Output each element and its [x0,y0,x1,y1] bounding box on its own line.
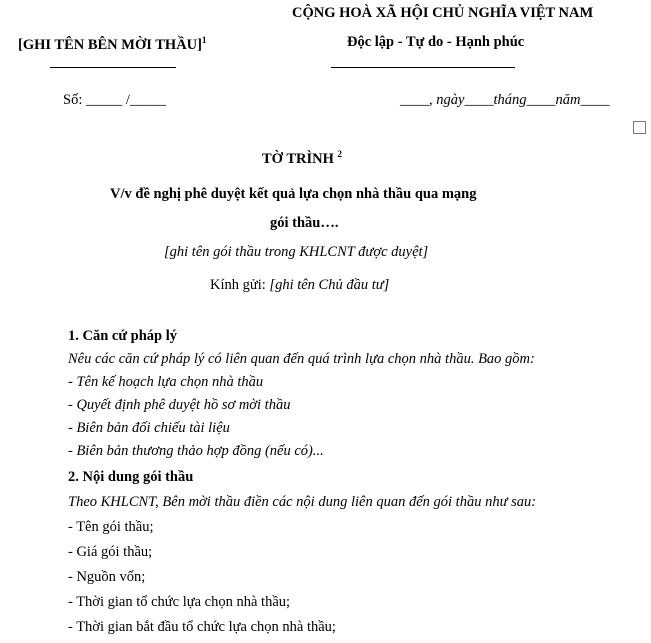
org-footnote-ref: 1 [201,35,207,45]
list-item: - Tên kế hoạch lựa chọn nhà thầu [68,374,264,390]
date-place-blank: ____, [400,92,433,108]
recipient-label: Kính gửi: [210,277,266,293]
org-name [18,37,206,54]
motto: Độc lập - Tự do - Hạnh phúc [347,34,525,50]
list-item: - Thời gian bắt đầu tổ chức lựa chọn nhà thầu; [68,619,336,635]
org-underline [50,67,176,68]
list-item: - Biên bản thương thảo hợp đồng (nếu có)... [68,443,324,459]
document-title [262,151,342,168]
date-day-label: ngày [436,92,465,108]
recipient-line [210,277,389,294]
title-footnote-ref: 2 [337,149,342,159]
subject-line-1: V/v đề nghị phê duyệt kết quả lựa chọn nhà thầu qua mạng [110,186,477,202]
margin-checkbox[interactable] [633,121,646,134]
date-day-blank: ____ [464,92,494,108]
section-2-heading: 2. Nội dung gói thầu [68,469,194,485]
section-2-intro: Theo KHLCNT, Bên mời thầu điền các nội dung liên quan đến gói thầu như sau: [68,494,537,510]
section-1-intro: Nêu các căn cứ pháp lý có liên quan đến quá trình lựa chọn nhà thầu. Bao gồm: [68,351,535,367]
list-item: - Quyết định phê duyệt hồ sơ mời thầu [68,397,291,413]
package-name-hint: [ghi tên gói thầu trong KHLCNT được duyệt] [164,244,429,260]
motto-underline [331,67,515,68]
date-year-label: năm [555,92,581,108]
section-1-heading: 1. Căn cứ pháp lý [68,328,178,344]
date-month-label: tháng [493,92,527,108]
list-item: - Thời gian tổ chức lựa chọn nhà thầu; [68,594,291,610]
org-name-text: [GHI TÊN BÊN MỜI THẦU] [18,37,202,53]
list-item: - Nguồn vốn; [68,569,146,585]
list-item: - Giá gói thầu; [68,544,153,560]
date-year-blank: ____ [580,92,610,108]
document-number: Số: _____ /_____ [63,92,167,108]
country-title: CỘNG HOÀ XÃ HỘI CHỦ NGHĨA VIỆT NAM [292,5,594,21]
recipient-value: [ghi tên Chủ đầu tư] [269,277,390,293]
date-month-blank: ____ [526,92,556,108]
list-item: - Tên gói thầu; [68,519,154,535]
document-title-text: TỜ TRÌNH [262,151,334,167]
list-item: - Biên bản đối chiếu tài liệu [68,420,230,436]
subject-line-2: gói thầu…. [270,215,339,231]
date-line [400,92,609,109]
